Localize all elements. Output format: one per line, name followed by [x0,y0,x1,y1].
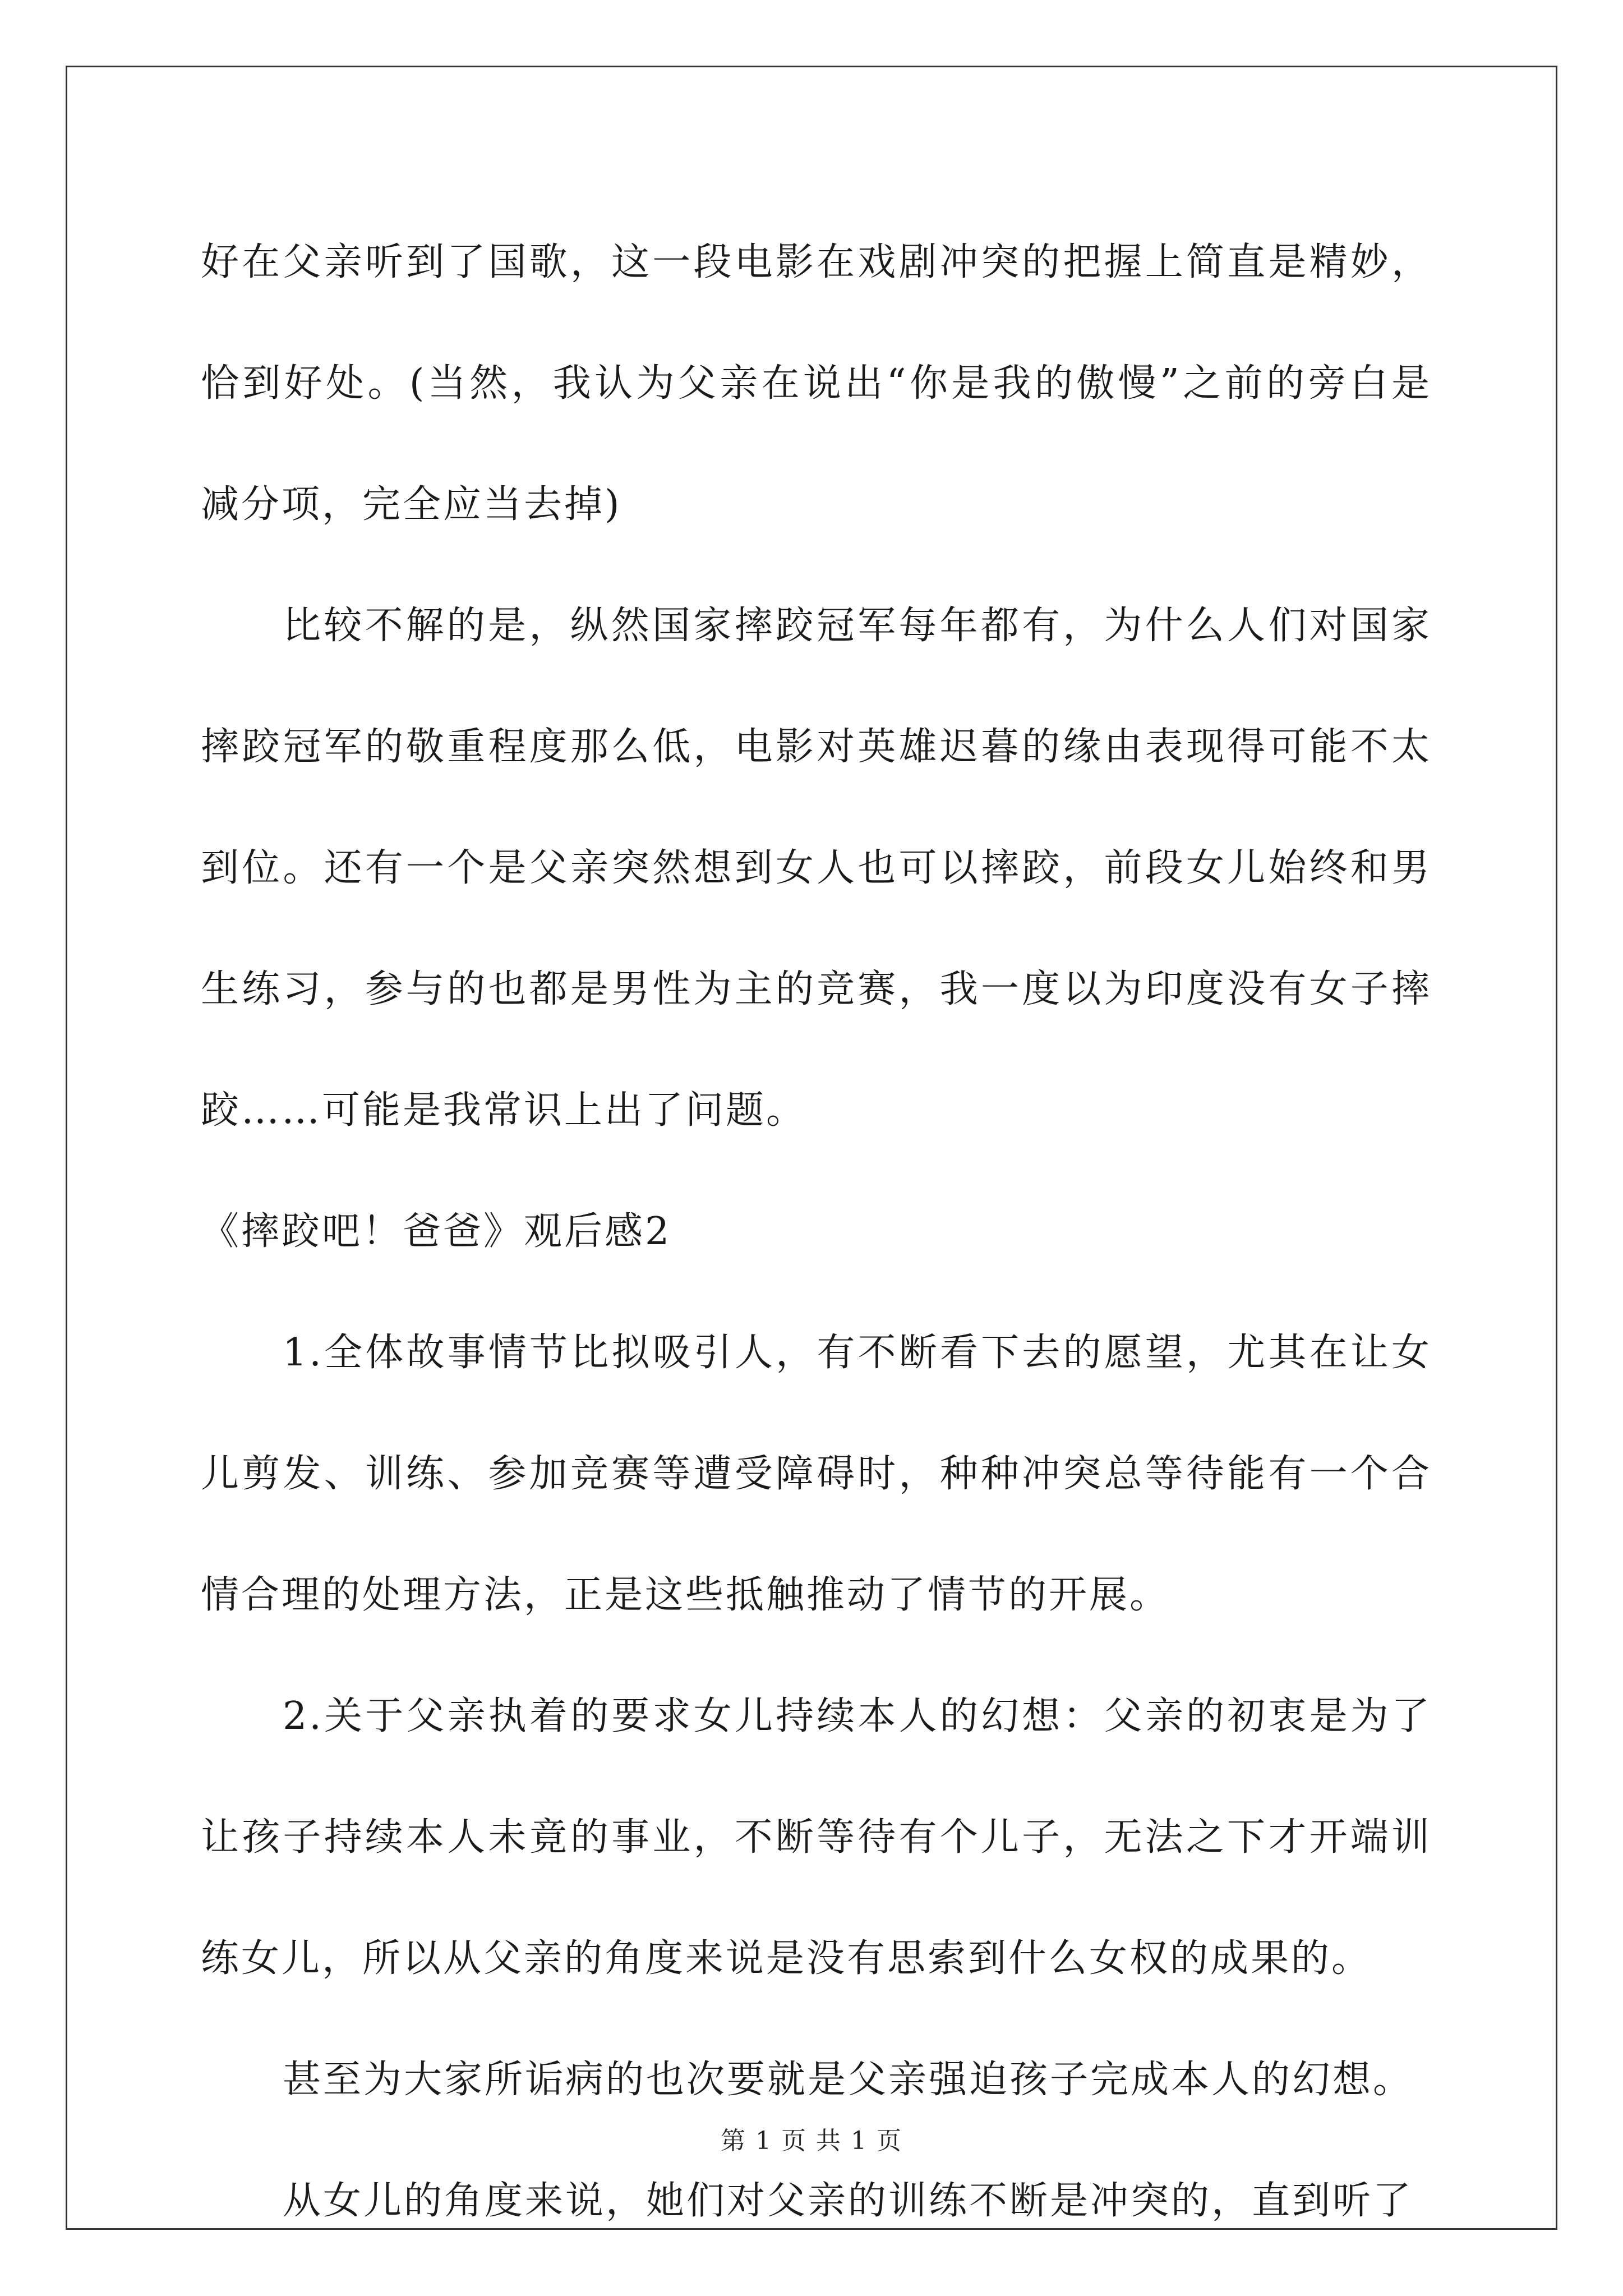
paragraph-5: 甚至为大家所诟病的也次要就是父亲强迫孩子完成本人的幻想。 [283,2058,1414,2102]
paragraph-4: 2.关于父亲执着的要求女儿持续本人的幻想：父亲的初衷是为了让孩子持续本人未竟的事业，不断等待有个儿子，无法之下才开端训练女儿，所以从父亲的角度来说是没有思索到什么女权的成果的。 [201,1694,1432,1981]
document-body [201,202,1432,2262]
page-footer: 第 1 页 共 1 页 [721,2127,902,2155]
paragraph-1: 好在父亲听到了国歌，这一段电影在戏剧冲突的把握上简直是精妙，恰到好处。(当然，我认为父亲在说出“你是我的傲慢”之前的旁白是减分项，完全应当去掉) [201,240,1432,527]
paragraph-3: 1.全体故事情节比拟吸引人，有不断看下去的愿望，尤其在让女儿剪发、训练、参加竞赛等遭受障碍时，种种冲突总等待能有一个合情合理的处理方法，正是这些抵触推动了情节的开展。 [201,1331,1432,1617]
paragraph-6: 从女儿的角度来说，她们对父亲的训练不断是冲突的，直到听了 [283,2179,1414,2223]
paragraph-2: 比较不解的是，纵然国家摔跤冠军每年都有，为什么人们对国家摔跤冠军的敬重程度那么低，电影对英雄迟暮的缘由表现得可能不太到位。还有一个是父亲突然想到女人也可以摔跤，前段女儿始终和男生练习，参与的也都是男性为主的竞赛，我一度以为印度没有女子摔跤……可能是我常识上出了问题。 [201,604,1432,1133]
section-heading: 《摔跤吧！爸爸》观后感2 [201,1209,672,1254]
